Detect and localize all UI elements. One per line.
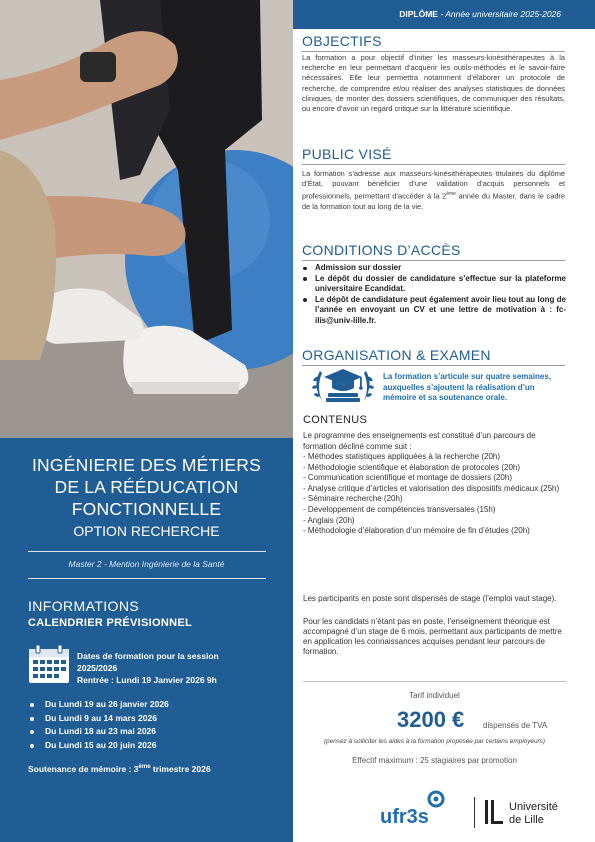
divider — [303, 681, 566, 682]
banner-diplome: DIPLÔME — [399, 9, 438, 19]
organisation-text: La formation s’articule sur quatre semaines, auxquelles s’ajoutent la réalisation d’un mémoire et sa soutenance orale. — [383, 372, 552, 402]
formation-title — [0, 454, 293, 541]
title-option: OPTION RECHERCHE — [73, 523, 220, 539]
hero-illustration — [0, 0, 293, 438]
title-line-3: FONCTIONNELLE — [71, 499, 222, 519]
list-item: - Méthodologie d’élaboration d’un mémoire de fin d’études (20h) — [303, 526, 568, 537]
ufr-wordmark: ufr3s — [380, 806, 429, 828]
tarif-label: Tarif individuel — [409, 691, 460, 700]
conditions-heading: CONDITIONS D’ACCÈS — [302, 242, 565, 261]
soutenance-period: trimestre 2026 — [150, 764, 211, 774]
title-line-2: DE LA RÉÉDUCATION — [54, 477, 239, 497]
soutenance-label: Soutenance de mémoire : 3 — [28, 764, 139, 774]
contenus-heading: CONTENUS — [303, 414, 368, 426]
list-item: - Communication scientifique et montage de dossiers (20h) — [303, 473, 568, 484]
calendar-icon — [28, 644, 70, 684]
calendar-heading: CALENDRIER PRÉVISIONNEL — [28, 617, 192, 629]
dates-label: Dates de formation pour la session — [77, 651, 219, 661]
stage-note-2: Pour les candidats n’étant pas en poste, l’enseignement théorique est accompagné d’un stage de 6 mois, permettant aux participants de mettre en application les connaissances acquises pendant leur parcours de formation. — [303, 617, 562, 656]
public-text-sup: ème — [446, 191, 456, 198]
divider — [28, 551, 266, 552]
objectifs-text: La formation a pour objectif d’initier les masseurs-kinésithérapeutes à la recherche en leur permettant d’acquérir les outils-méthodes et le savoir-faire nécessaires. Elle leur permettra notamment d’élaborer un protocole de recherche, de comprendre et/ou réaliser des analyses statistiques de données cliniques, de monter des dossiers scientifiques, de communiquer des résultats, ou encore d’avoir un regard critique sur la littérature scientifique. — [302, 53, 565, 114]
ul-line-1: Université — [509, 801, 558, 813]
list-item: - Méthodes statistiques appliquées à la recherche (20h) — [303, 452, 568, 463]
ufr3s-logo — [380, 790, 470, 830]
objectifs-heading: OBJECTIFS — [302, 33, 565, 52]
modules-list — [303, 452, 568, 537]
list-item: Le dépôt du dossier de candidature s’effectue sur la plateforme universitaire Ecandidat. — [302, 274, 566, 295]
dates-session: 2025/2026 — [77, 663, 118, 673]
universite-lille-logo — [509, 801, 558, 826]
universite-lille-icon — [484, 800, 506, 826]
price: 3200 € — [397, 707, 465, 732]
list-item: Admission sur dossier — [302, 263, 566, 274]
session-dates — [77, 650, 219, 686]
public-text — [302, 169, 565, 212]
soutenance — [28, 764, 211, 774]
conditions-list — [302, 263, 566, 327]
list-item: Le dépôt de candidature peut également avoir lieu tout au long de l’année en envoyant un CV et une lettre de motivation à : fc-ilis@univ-lille.fr. — [302, 295, 566, 327]
list-item: Du Lundi 15 au 20 juin 2026 — [30, 739, 169, 753]
soutenance-sup: ème — [138, 764, 151, 771]
contenus-intro: Le programme des enseignements est constitué d’un parcours de formation décliné comme suit : — [303, 431, 536, 451]
rentree: Rentrée : Lundi 19 Janvier 2026 9h — [77, 675, 217, 685]
master-mention: Master 2 - Mention Ingénierie de la Santé — [68, 559, 225, 569]
graduation-laurel-icon — [310, 365, 376, 405]
list-item: - Analyse critique d’articles et valorisation des dispositifs médicaux (25h) — [303, 484, 568, 495]
aides-note: (pensez à solliciter les aides à la formation proposée par certains employeurs) — [324, 738, 545, 745]
title-line-1: INGÉNIERIE DES MÉTIERS — [31, 455, 262, 475]
ul-line-2: de Lille — [509, 813, 544, 826]
organisation-heading: ORGANISATION & EXAMEN — [302, 347, 565, 366]
list-item: - Méthodologie scientifique et élaboration de protocoles (20h) — [303, 463, 568, 474]
public-text-a: La formation s’adresse aux masseurs-kinésithérapeutes titulaires du diplôme d’État, pouvant bénéficier d’une validation d’acquis personnels et professionnels, permettant d’accéder à la 2 — [302, 169, 565, 201]
list-item: Du Lundi 9 au 14 mars 2026 — [30, 712, 169, 726]
logo-divider — [474, 797, 475, 828]
banner-year: - Année universitaire 2025-2026 — [440, 9, 561, 19]
public-heading: PUBLIC VISÉ — [302, 146, 565, 165]
stage-note-1: Les participants en poste sont dispensés de stage (l’emploi vaut stage). — [303, 594, 557, 603]
hero-photo — [0, 0, 293, 438]
public-text-b: année du Master, dans le cadre de la formation tout au long de la vie. — [302, 191, 566, 212]
list-item: - Séminaire recherche (20h) — [303, 494, 568, 505]
divider — [28, 578, 266, 579]
list-item: Du Lundi 18 au 23 mai 2026 — [30, 725, 169, 739]
list-item: Du Lundi 19 au 26 janvier 2026 — [30, 698, 169, 712]
tva-note: dispensés de TVA — [483, 721, 548, 730]
list-item: - Anglais (20h) — [303, 516, 568, 527]
list-item: - Développement de compétences transversales (15h) — [303, 505, 568, 516]
informations-heading: INFORMATIONS — [28, 598, 140, 614]
title-panel — [0, 438, 293, 842]
session-list — [30, 698, 169, 752]
effectif-max: Effectif maximum : 25 stagiaires par promotion — [352, 756, 517, 765]
diploma-banner — [293, 0, 595, 29]
